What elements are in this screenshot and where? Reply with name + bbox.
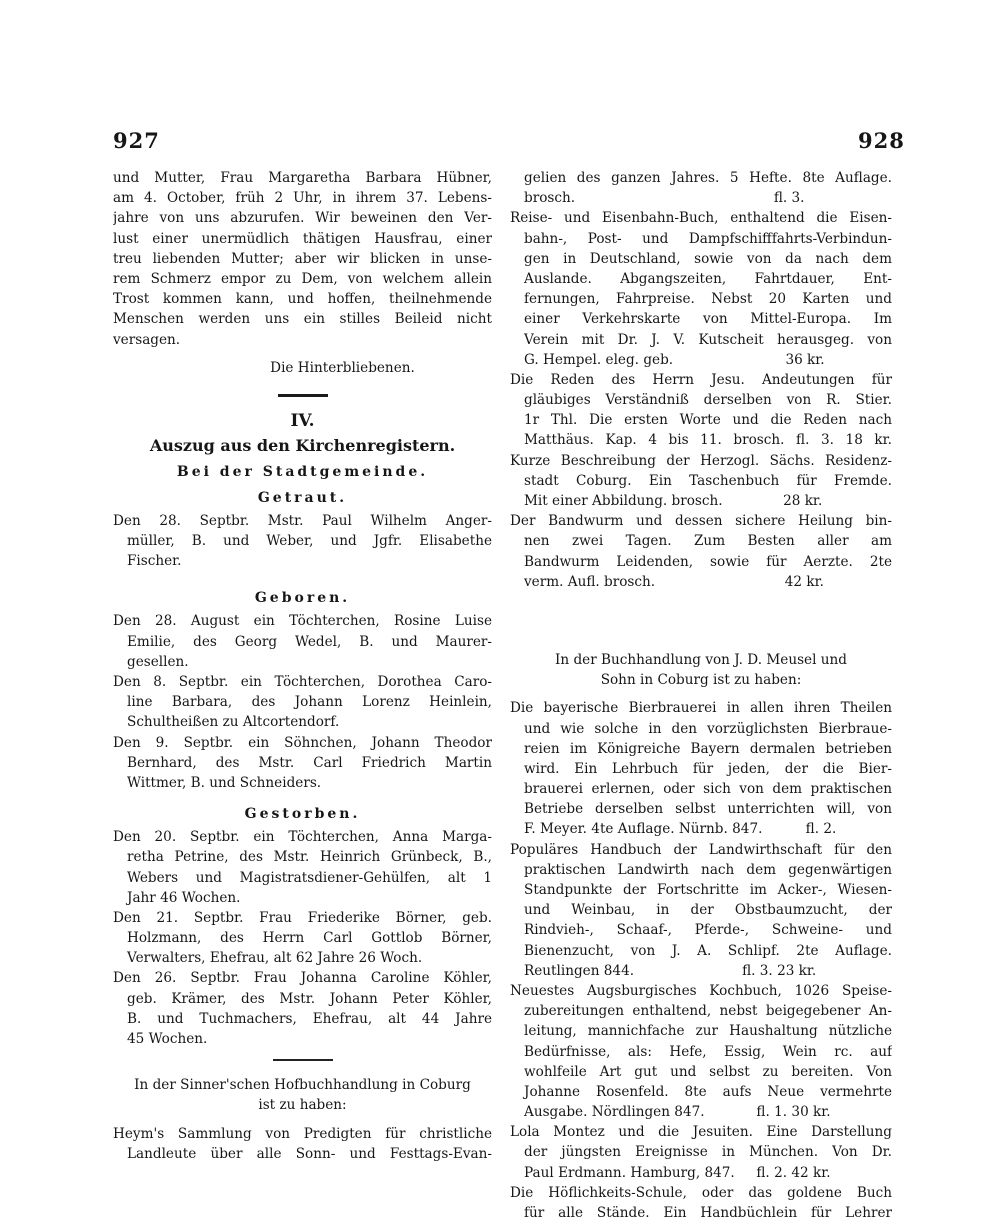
book-entry (510, 208, 892, 370)
text-line: einer Verkehrskarte von Mittel-Europa. Im (524, 311, 892, 328)
text-line: Die Höflichkeits-Schule, oder das goldene Buch (510, 1184, 892, 1201)
text-line: Holzmann, des Herrn Carl Gottlob Börner, (127, 930, 492, 947)
left-column (113, 168, 492, 1164)
section-number: IV. (290, 410, 315, 431)
death-notice (113, 168, 492, 350)
death-entry (113, 908, 492, 969)
text-line: Matthäus. Kap. 4 bis 11. brosch. fl. 3. 18 kr. (524, 432, 892, 449)
text-line: Wittmer, B. und Schneiders. (127, 774, 322, 791)
text-line: brauerei erlernen, oder sich von dem praktischen (524, 781, 892, 798)
text-line: F. Meyer. 4te Auflage. Nürnb. 847. fl. 2. (524, 821, 837, 838)
text-line: rem Schmerz empor zu Dem, von welchem allein (113, 270, 492, 287)
right-column (510, 168, 892, 1223)
divider (278, 394, 328, 397)
text-line: zubereitungen enthaltend, nebst beigegebener An- (524, 1003, 892, 1020)
book-entry (510, 451, 892, 512)
text-line: und wie solche in den vorzüglichsten Bierbraue- (524, 720, 892, 737)
text-line: versagen. (113, 331, 181, 348)
book-entry (510, 1183, 892, 1223)
text-line: reien im Königreiche Bayern dermalen betrieben (524, 740, 892, 757)
text-line: Johanne Rosenfeld. 8te aufs Neue vermehrte (524, 1083, 892, 1100)
text-line: B. und Tuchmachers, Ehefrau, alt 44 Jahre (127, 1010, 492, 1027)
text-line: Der Bandwurm und dessen sichere Heilung bin- (510, 513, 892, 530)
text-line: verm. Aufl. brosch. 42 kr. (524, 573, 824, 590)
text-line: gläubiges Verständniß derselben von R. Stier. (524, 392, 892, 409)
divider (273, 1059, 333, 1061)
text-line: nen zwei Tagen. Zum Besten aller am (524, 533, 892, 550)
text-line: leitung, mannichfache zur Haushaltung nützliche (524, 1023, 892, 1040)
text-line: Kurze Beschreibung der Herzogl. Sächs. Residenz- (510, 452, 892, 469)
book-entry (113, 1124, 492, 1164)
text-line: Auslande. Abgangszeiten, Fahrtdauer, Ent- (524, 270, 892, 287)
text-line: Neuestes Augsburgisches Kochbuch, 1026 Speise- (510, 982, 892, 999)
book-entry (510, 511, 892, 592)
text-line: Emilie, des Georg Wedel, B. und Maurer- (127, 633, 492, 650)
married-entry (113, 511, 492, 572)
book-entry (510, 698, 892, 839)
text-line: geb. Krämer, des Mstr. Johann Peter Köhler, (127, 990, 492, 1007)
text-line: stadt Coburg. Ein Taschenbuch für Fremde. (524, 472, 892, 489)
text-line: bahn-, Post- und Dampfschifffahrts-Verbindun- (524, 230, 892, 247)
text-line: Heym's Sammlung von Predigten für christliche (113, 1125, 492, 1142)
text-line: In der Sinner'schen Hofbuchhandlung in Coburg (134, 1077, 471, 1094)
text-line: Mit einer Abbildung. brosch. 28 kr. (524, 493, 823, 509)
text-line: Den 8. Septbr. ein Töchterchen, Dorothea Caro- (113, 674, 492, 690)
text-line: Betriebe derselben selbst unterrichten will, von (524, 801, 892, 818)
book-entry (510, 981, 892, 1122)
text-line: Fischer. (127, 553, 182, 570)
text-line: und Mutter, Frau Margaretha Barbara Hübner, (113, 170, 492, 186)
born-heading: Geboren. (254, 590, 351, 607)
text-line: Den 9. Septbr. ein Söhnchen, Johann Theodor (113, 734, 492, 751)
death-entry (113, 968, 492, 1049)
text-line: Bienenzucht, von J. A. Schlipf. 2te Auflage. (524, 942, 892, 959)
text-line: Webers und Magistratsdiener-Gehülfen, alt 1 (127, 869, 492, 886)
birth-entry (113, 611, 492, 672)
text-line: Landleute über alle Sonn- und Festtags-Evan- (127, 1145, 492, 1162)
text-line: ist zu haben: (258, 1097, 347, 1114)
text-line: Ausgabe. Nördlingen 847. fl. 1. 30 kr. (524, 1104, 831, 1121)
text-line: Jahr 46 Wochen. (127, 889, 241, 906)
text-line: wohlfeile Art gut und selbst zu bereiten. Von (524, 1063, 892, 1080)
bookshop-heading-left (113, 1075, 492, 1115)
text-line: Rindvieh-, Schaaf-, Pferde-, Schweine- und (524, 922, 892, 939)
signature: Die Hinterbliebenen. (270, 359, 415, 376)
death-entry (113, 827, 492, 908)
text-line: müller, B. und Weber, und Jgfr. Elisabethe (127, 533, 492, 550)
text-line: Den 26. Septbr. Frau Johanna Caroline Köhler, (113, 970, 492, 987)
text-line: jahre von uns abzurufen. Wir beweinen den Ver- (113, 210, 492, 227)
text-line: praktischen Landwirth nach dem gegenwärtigen (524, 861, 892, 878)
text-line: Den 28. Septbr. Mstr. Paul Wilhelm Anger- (113, 512, 492, 529)
book-entry (510, 840, 892, 981)
text-line: gelien des ganzen Jahres. 5 Hefte. 8te Auflage. (524, 170, 892, 186)
page-number-right: 928 (858, 128, 905, 153)
text-line: gesellen. (127, 653, 189, 670)
text-line: Standpunkte der Fortschritte im Acker-, Wiesen- (524, 882, 892, 898)
text-line: In der Buchhandlung von J. D. Meusel und (555, 651, 847, 668)
text-line: am 4. October, früh 2 Uhr, in ihrem 37. Lebens- (113, 190, 492, 207)
text-line: Reutlingen 844. fl. 3. 23 kr. (524, 962, 817, 979)
text-line: Trost kommen kann, und hoffen, theilnehmende (113, 291, 492, 308)
book-entry (510, 1122, 892, 1183)
birth-entry (113, 733, 492, 794)
text-line: Den 28. August ein Töchterchen, Rosine Luise (113, 613, 492, 630)
text-line: Verwalters, Ehefrau, alt 62 Jahre 26 Woch. (127, 950, 423, 967)
text-line: Bandwurm Leidenden, sowie für Aerzte. 2te (524, 553, 892, 570)
text-line: Die Reden des Herrn Jesu. Andeutungen für (510, 371, 892, 388)
bookshop-heading-right (510, 650, 892, 690)
text-line: brosch. fl. 3. (524, 190, 805, 207)
died-heading: Gestorben. (244, 806, 361, 823)
text-line: treu liebenden Mutter; aber wir blicken in unse- (113, 250, 492, 267)
book-entry (510, 370, 892, 451)
text-line: für alle Stände. Ein Handbüchlein für Lehrer (524, 1205, 892, 1221)
text-line: Verein mit Dr. J. V. Kutscheit herausgeg. von (524, 331, 892, 348)
text-line: Bernhard, des Mstr. Carl Friedrich Martin (127, 754, 492, 771)
text-line: G. Hempel. eleg. geb. 36 kr. (524, 351, 825, 368)
married-heading: Getraut. (257, 489, 348, 506)
text-line: Bedürfnisse, als: Hefe, Essig, Wein rc. auf (524, 1043, 892, 1060)
text-line: Den 20. Septbr. ein Töchterchen, Anna Marga- (113, 829, 492, 846)
text-line: line Barbara, des Johann Lorenz Heinlein, (127, 694, 492, 711)
parish-heading: Bei der Stadtgemeinde. (176, 463, 429, 480)
text-line: wird. Ein Lehrbuch für jeden, der die Bier- (524, 760, 892, 777)
text-line: Reise- und Eisenbahn-Buch, enthaltend die Eisen- (510, 210, 892, 227)
text-line: Menschen werden uns ein stilles Beileid nicht (113, 311, 492, 328)
text-line: retha Petrine, des Mstr. Heinrich Grünbeck, B., (127, 849, 492, 866)
text-line: 1r Thl. Die ersten Worte und die Reden nach (524, 412, 892, 429)
text-line: der jüngsten Ereignisse in München. Von Dr. (524, 1144, 892, 1161)
text-line: und Weinbau, in der Obstbaumzucht, der (524, 902, 892, 919)
text-line: Sohn in Coburg ist zu haben: (600, 672, 802, 689)
book-entry (510, 168, 892, 208)
text-line: 45 Wochen. (127, 1031, 208, 1047)
text-line: Lola Montez und die Jesuiten. Eine Darstellung (510, 1124, 892, 1141)
birth-entry (113, 672, 492, 733)
text-line: fernungen, Fahrpreise. Nebst 20 Karten und (524, 291, 892, 308)
text-line: Paul Erdmann. Hamburg, 847. fl. 2. 42 kr. (524, 1164, 831, 1181)
text-line: Die bayerische Bierbrauerei in allen ihren Theilen (510, 700, 892, 717)
text-line: Den 21. Septbr. Frau Friederike Börner, geb. (113, 909, 492, 926)
section-title: Auszug aus den Kirchenregistern. (149, 435, 456, 455)
page-number-left: 927 (113, 128, 160, 153)
text-line: Schultheißen zu Altcortendorf. (127, 714, 340, 731)
text-line: gen in Deutschland, sowie von da nach dem (524, 250, 892, 267)
text-line: Populäres Handbuch der Landwirthschaft für den (510, 841, 892, 858)
text-line: lust einer unermüdlich thätigen Hausfrau, einer (113, 230, 492, 247)
